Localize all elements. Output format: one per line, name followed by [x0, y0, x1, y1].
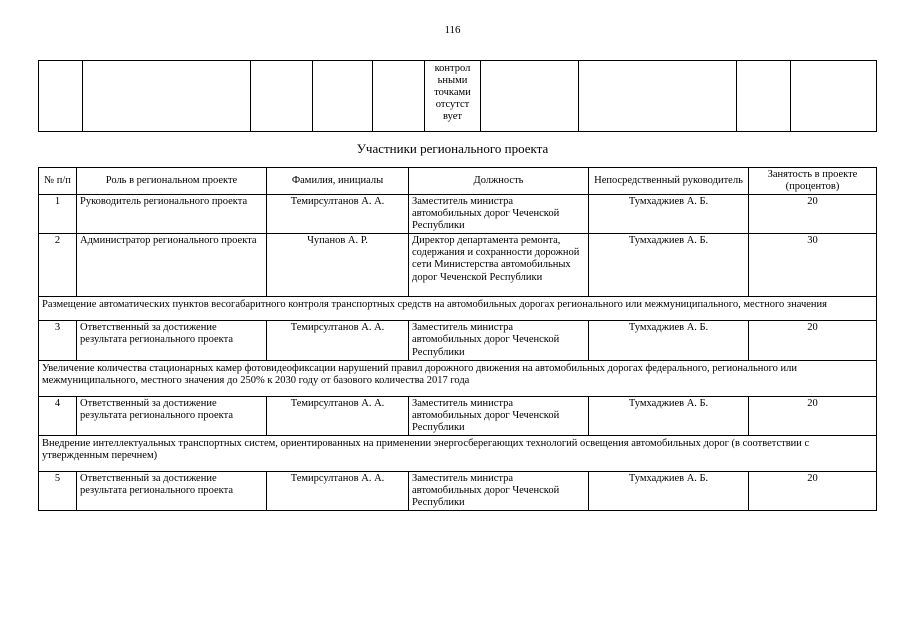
header-role: Роль в региональном проекте [77, 168, 267, 195]
header-name: Фамилия, инициалы [267, 168, 409, 195]
cell-num: 1 [39, 195, 77, 234]
wrapped-line: ьными [437, 75, 468, 87]
cell-load: 20 [749, 472, 877, 511]
section-heading-row [39, 435, 877, 471]
empty-cell [481, 61, 579, 132]
empty-cell [39, 61, 83, 132]
table-row [39, 472, 877, 511]
header-position: Должность [409, 168, 589, 195]
section-title: Участники регионального проекта [356, 141, 549, 156]
empty-cell [373, 61, 425, 132]
cell-supervisor: Тумхаджиев А. Б. [589, 321, 749, 360]
empty-cell [251, 61, 313, 132]
page-number: 116 [444, 24, 461, 36]
header-load: Занятость в проекте (процентов) [749, 168, 877, 195]
participants-table [38, 167, 877, 511]
cell-num: 3 [39, 321, 77, 360]
empty-cell [791, 61, 877, 132]
cell-position: Заместитель министра автомобильных дорог Чеченской Республики [409, 195, 589, 234]
cell-load: 30 [749, 234, 877, 297]
cell-name: Чупанов А. Р. [267, 234, 409, 297]
cell-name: Темирсултанов А. А. [267, 472, 409, 511]
table-row [39, 234, 877, 297]
cell-position: Заместитель министра автомобильных дорог Чеченской Республики [409, 321, 589, 360]
cell-name: Темирсултанов А. А. [267, 321, 409, 360]
empty-cell [579, 61, 737, 132]
cell-role: Ответственный за достижение результата регионального проекта [77, 321, 267, 360]
cell-supervisor: Тумхаджиев А. Б. [589, 234, 749, 297]
empty-cell [83, 61, 251, 132]
cell-role: Ответственный за достижение результата регионального проекта [77, 472, 267, 511]
wrapped-line: точками [434, 87, 471, 99]
table-row [39, 61, 877, 132]
continued-table-fragment [38, 60, 877, 132]
cell-supervisor: Тумхаджиев А. Б. [589, 195, 749, 234]
wrapped-line: контрол [434, 63, 471, 74]
cell-position: Директор департамента ремонта, содержания и сохранности дорожной сети Министерства автомобильных дорог Чеченской Республики [409, 234, 589, 297]
wrapped-text-cell [425, 61, 481, 132]
cell-load: 20 [749, 321, 877, 360]
cell-load: 20 [749, 195, 877, 234]
empty-cell [313, 61, 373, 132]
header-num: № п/п [39, 168, 77, 195]
cell-load: 20 [749, 396, 877, 435]
cell-position: Заместитель министра автомобильных дорог Чеченской Республики [409, 472, 589, 511]
table-row [39, 396, 877, 435]
cell-num: 5 [39, 472, 77, 511]
result-title: Размещение автоматических пунктов весогабаритного контроля транспортных средств на автомобильных дорогах регионального или межмуниципального, местного значения [39, 297, 877, 321]
cell-name: Темирсултанов А. А. [267, 195, 409, 234]
table-header-row [39, 168, 877, 195]
cell-supervisor: Тумхаджиев А. Б. [589, 472, 749, 511]
cell-num: 2 [39, 234, 77, 297]
wrapped-line: вует [443, 111, 462, 123]
result-title: Внедрение интеллектуальных транспортных систем, ориентированных на применении энергосберегающих технологий освещения автомобильных дорог (в соответствии с утвержденным перечнем) [39, 435, 877, 471]
wrapped-line: отсутст [435, 99, 470, 111]
section-heading-row [39, 360, 877, 396]
cell-name: Темирсултанов А. А. [267, 396, 409, 435]
cell-supervisor: Тумхаджиев А. Б. [589, 396, 749, 435]
cell-num: 4 [39, 396, 77, 435]
header-supervisor: Непосредственный руководитель [589, 168, 749, 195]
cell-role: Руководитель регионального проекта [77, 195, 267, 234]
empty-cell [737, 61, 791, 132]
result-title: Увеличение количества стационарных камер фотовидеофиксации нарушений правил дорожного движения на автомобильных дорогах федерального, регионального или межмуниципального, местного значения до 250% к 2030 году от базового количества 2017 года [39, 360, 877, 396]
table-row [39, 195, 877, 234]
cell-role: Ответственный за достижение результата регионального проекта [77, 396, 267, 435]
table-row [39, 321, 877, 360]
cell-role: Администратор регионального проекта [77, 234, 267, 297]
section-heading-row [39, 297, 877, 321]
cell-position: Заместитель министра автомобильных дорог Чеченской Республики [409, 396, 589, 435]
